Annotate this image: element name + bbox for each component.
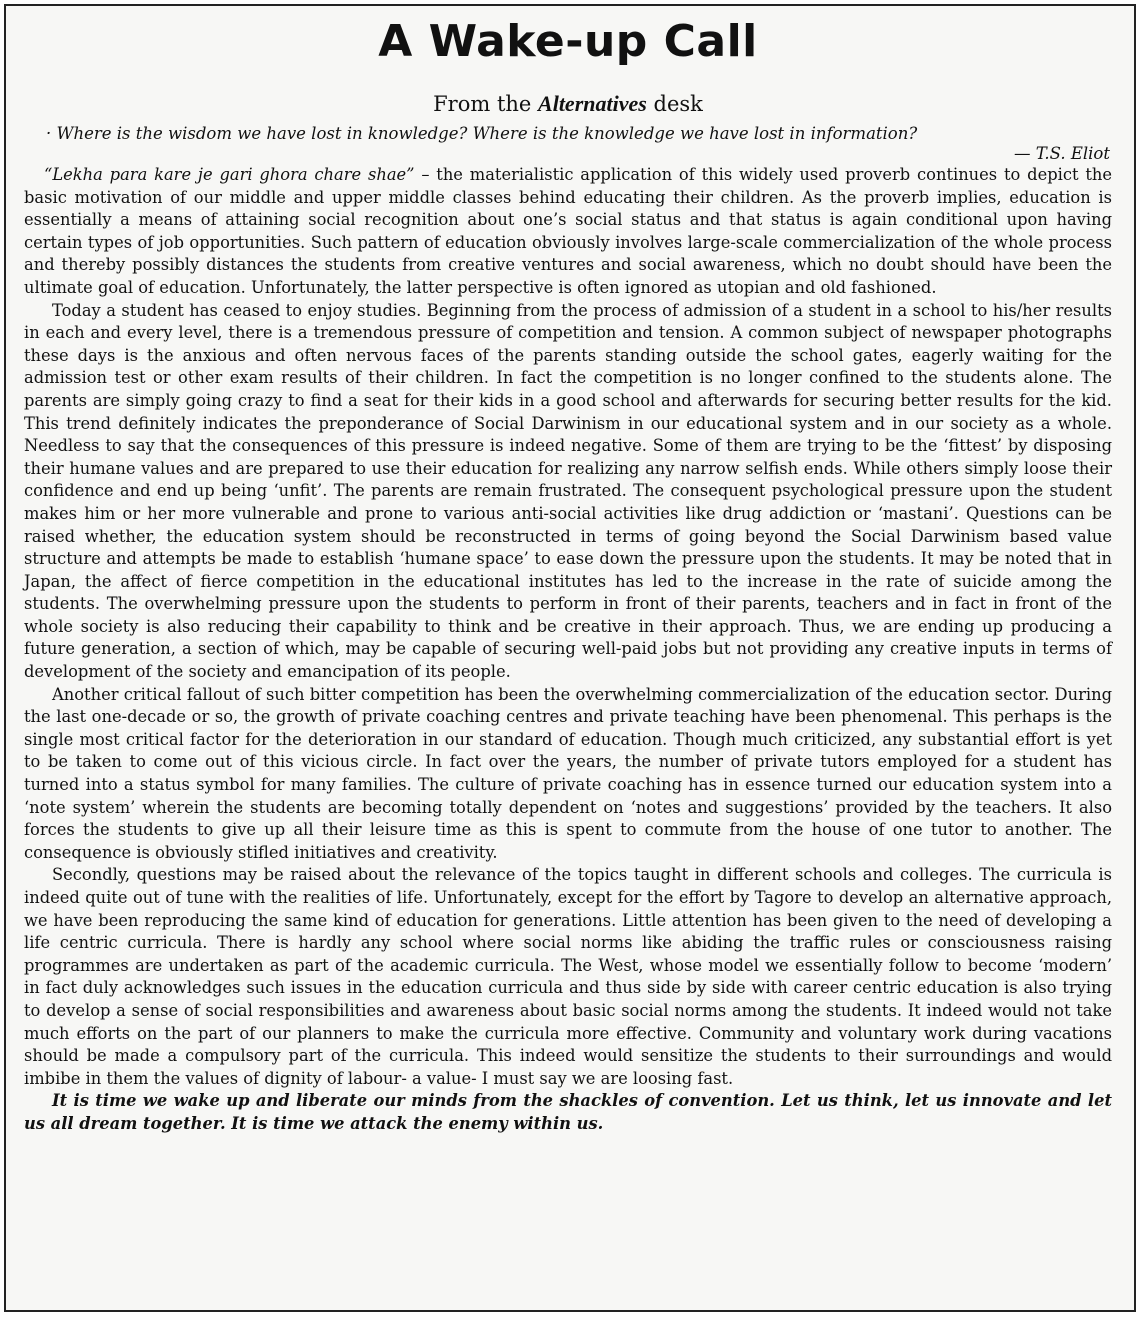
epigraph-quote: · Where is the wisdom we have lost in knowledge? Where is the knowledge we have lost in information?	[46, 124, 918, 143]
byline-brand-logo: Alternatives	[538, 91, 647, 116]
proverb-quote: “Lekha para kare je gari ghora chare shae”	[44, 165, 415, 184]
paragraph-3: Another critical fallout of such bitter competition has been the overwhelming commercialization of the education sector. During the last one-decade or so, the growth of private coaching centres and private teaching have been phenomenal. This perhaps is the single most critical factor for the deterioration in our standard of education. Though much criticized, any substantial effort is yet to be taken to come out of this vicious circle. In fact over the years, the number of private tutors employed for a student has turned into a status symbol for many families. The culture of private coaching has in essence turned our education system into a ‘note system’ wherein the students are becoming totally dependent on ‘notes and suggestions’ provided by the teachers. It also forces the students to give up all their leisure time as this is spent to commute from the house of one tutor to another. The consequence is obviously stifled initiatives and creativity.	[24, 684, 1112, 862]
byline	[24, 90, 1112, 118]
paragraph-4: Secondly, questions may be raised about the relevance of the topics taught in different schools and colleges. The curricula is indeed quite out of tune with the realities of life. Unfortunately, except for the effort by Tagore to develop an alternative approach, we have been reproducing the same kind of education for generations. Little attention has been given to the need of developing a life centric curricula. There is hardly any school where social norms like abiding the traffic rules or consciousness raising programmes are undertaken as part of the academic curricula. The West, whose model we essentially follow to become ‘modern’ in fact duly acknowledges such issues in the education curricula and thus side by side with career centric education is also trying to develop a sense of social responsibilities and awareness about basic social norms among the students. It indeed would not take much efforts on the part of our planners to make the curricula more effective. Community and voluntary work during vacations should be made a compulsory part of the curricula. This indeed would sensitize the students to their surroundings and would imbibe in them the values of dignity of labour- a value- I must say we are loosing fast.	[24, 865, 1112, 1088]
paragraph-1	[24, 164, 1112, 300]
byline-prefix: From the	[433, 92, 532, 116]
byline-suffix: desk	[653, 92, 703, 116]
newspaper-clipping	[4, 4, 1136, 1312]
closing-paragraph: It is time we wake up and liberate our minds from the shackles of convention. Let us think, let us innovate and let us all dream together. It is time we attack the enemy within us.	[24, 1091, 1112, 1133]
paragraph-1-text: – the materialistic application of this widely used proverb continues to depict the basic motivation of our middle and upper middle classes behind educating their children. As the proverb implies, education is essentially a means of attaining social recognition about one’s social status and that status is again conditional upon having certain types of job opportunities. Such pattern of education obviously involves large-scale commercialization of the whole process and thereby possibly distances the students from creative ventures and social awareness, which no doubt should have been the ultimate goal of education. Unfortunately, the latter perspective is often ignored as utopian and old fashioned.	[24, 165, 1112, 297]
epigraph-author: — T.S. Eliot	[1014, 144, 1110, 163]
article-body	[24, 164, 1112, 1136]
paragraph-2: Today a student has ceased to enjoy studies. Beginning from the process of admission of a student in a school to his/her results in each and every level, there is a tremendous pressure of competition and tension. A common subject of newspaper photographs these days is the anxious and often nervous faces of the parents standing outside the school gates, eagerly waiting for the admission test or other exam results of their children. In fact the competition is no longer confined to the students alone. The parents are simply going crazy to find a seat for their kids in a good school and afterwards for securing better results for the kid. This trend definitely indicates the preponderance of Social Darwinism in our educational system and in our society as a whole. Needless to say that the consequences of this pressure is indeed negative. Some of them are trying to be the ‘fittest’ by disposing their humane values and are prepared to use their education for realizing any narrow selfish ends. While others simply loose their confidence and end up being ‘unfit’. The parents are remain frustrated. The consequent psychological pressure upon the student makes him or her more vulnerable and prone to various anti-social activities like drug addiction or ‘mastani’. Questions can be raised whether, the education system should be reconstructed in terms of going beyond the Social Darwinism based value structure and attempts be made to establish ‘humane space’ to ease down the pressure upon the students. It may be noted that in Japan, the affect of fierce competition in the educational institutes has led to the increase in the rate of suicide among the students. The overwhelming pressure upon the students to perform in front of their parents, teachers and in fact in front of the whole society is also reducing their capability to think and be creative in their approach. Thus, we are ending up producing a future generation, a section of which, may be capable of securing well-paid jobs but not providing any creative inputs in terms of development of the society and emancipation of its people.	[24, 300, 1112, 682]
article-title: A Wake-up Call	[378, 16, 758, 67]
